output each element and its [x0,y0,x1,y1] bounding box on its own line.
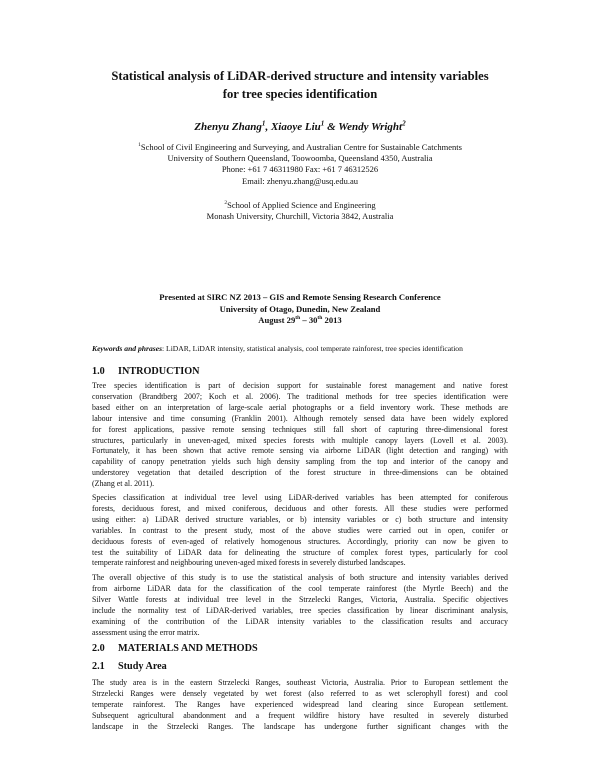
section-number: 1.0 [92,366,105,377]
text-line: from airborne LiDAR data for the classification of the cool temperate rainforest (the Myrtle Beech) and the [92,583,508,593]
affiliation-2 [60,200,540,222]
subsection-title: Study Area [118,661,167,672]
text-line: using either: a) LiDAR derived structure variables, or b) intensity variables or c) both structure and intensity [92,514,508,524]
paper-title [60,67,540,103]
text-line: deciduous forests of even-aged of relatively homogenous structures. Accordingly, priority can now be given to [92,536,508,546]
affiliation-1 [60,142,540,187]
text-line: Strzelecki Ranges were densely vegetated by wet forest (also referred to as wet sclerophyll forest) and cool [92,688,508,698]
text-line: structures, particularly in uneven-aged, mixed species forests with multiple canopy layers (Lovell et al. 2003). [92,435,508,445]
text-line: include the normality test of LiDAR-derived variables, tree species classification by linear discriminant analysis, [92,605,508,615]
affiliation-line: $^2$School of Applied Science and Engineering [224,200,376,210]
paragraph-intro-2 [92,493,508,569]
author-name: Xiaoye Liu [270,121,321,133]
text-line: examining of the contribution of the LiDAR intensity variables to the classification results and accuracy [92,616,508,626]
text-line: Species classification at individual tree level using LiDAR-derived variables has been attempted for coniferous [92,493,508,502]
subsection-heading-study-area [92,661,167,673]
keywords-label: Keywords and phrases [92,344,163,353]
affiliation-mark: 2 [224,200,228,207]
text-line: Silver Wattle forests at individual tree level in the Strzelecki Ranges, Victoria, Australia. Specific objectives [92,594,508,604]
text-line: (Zhang et al. 2011). [92,479,155,489]
title-line-1: Statistical analysis of LiDAR-derived structure and intensity variables [111,69,489,83]
text-line: assessment using the error matrix. [92,627,200,637]
text-line: test the suitability of LiDAR data for delineating the structure of complex forest types, particularly for cool [92,547,508,557]
paragraph-study-area [92,678,508,733]
author-name: Zhenyu Zhang [194,121,262,133]
section-heading-introduction [92,366,200,378]
subsection-number: 2.1 [92,661,105,672]
section-title: INTRODUCTION [118,366,200,377]
author-separator: , [265,121,271,133]
text-line: forests, deciduous forest, and mixed coniferous, deciduous and other forests. All these studies were performed [92,503,508,513]
affiliation-line: $^1$School of Civil Engineering and Surveying, and Australian Centre for Sustainable Catchments [138,142,462,152]
affiliation-mark: 1 [138,142,141,149]
text-line: labour intensive and time consuming (Franklin 2001). Although remotely sensed data have been widely explored [92,413,508,423]
author-affiliation-mark: 2 [402,119,406,128]
keywords-text: : LiDAR, LiDAR intensity, statistical analysis, cool temperate rainforest, tree species identification [162,344,463,353]
paragraph-intro-1 [92,381,508,490]
affiliation-contact-phone: Phone: +61 7 46311980 Fax: +61 7 46312526 [221,164,379,175]
affiliation-contact-email: Email: zhenyu.zhang@usq.edu.au [242,175,358,186]
text-line: variables. In contrast to the present study, most of the above studies were carried out in open, conifer or [92,525,508,535]
affiliation-line: University of Southern Queensland, Toowoomba, Queensland 4350, Australia [167,153,433,164]
text-line: conservation (Brandtberg 2007; Koch et al. 2006). The traditional methods for tree species identification were [92,391,508,401]
author-name: Wendy Wright [338,121,403,133]
affiliation-line: Monash University, Churchill, Victoria 3842, Australia [206,211,394,222]
text-line: understorey vegetation that detailed description of the forest structure in three-dimensions can be obtained [92,468,508,478]
author-separator: & [324,121,339,133]
conference-venue: University of Otago, Dunedin, New Zealand [219,303,381,314]
paragraph-intro-3 [92,573,508,638]
text-line: Tree species identification is part of decision support for sustainable forest management and native forest [92,381,508,390]
text-line: capability of canopy penetration yields such high density sampling from the top and interior of the canopy and [92,457,508,467]
section-number: 2.0 [92,643,105,654]
text-line: based either on an interpretation of large-scale aerial photographs or a field inventory work. These methods are [92,402,508,412]
conference-name: Presented at SIRC NZ 2013 – GIS and Remote Sensing Research Conference [159,292,441,302]
author-affiliation-mark: 1 [261,119,266,128]
keywords [92,344,463,354]
title-line-2: for tree species identification [222,87,378,101]
section-heading-materials-methods [92,643,258,655]
text-line: The study area is in the eastern Strzelecki Ranges, southeast Victoria, Australia. Prior to European settlement the [92,678,508,687]
section-title: MATERIALS AND METHODS [118,643,258,654]
text-line: Fortunately, it has been shown that active remote sensing via airborne LiDAR (light detection and ranging) with [92,446,508,456]
text-line: temperate rainforest and neighbouring uneven-aged mixed forests in severely disturbed landscapes. [92,558,406,568]
text-line: temperate rainforest. The Ranges have experienced widespread land clearing since European settlement. [92,699,508,709]
text-line: Subsequent agricultural abandonment and a frequent wildfire history have resulted in severely disturbed [92,710,508,720]
author-list [60,121,540,134]
author-affiliation-mark: 1 [320,119,325,128]
conference-info [60,292,540,327]
text-line: landscape in the Strzelecki Ranges. The landscape has undergone further significant changes with the [92,721,508,731]
text-line: for forest applications, passive remote sensing techniques still fall short of capturing three-dimensional forest [92,424,508,434]
text-line: The overall objective of this study is to use the statistical analysis of both structure and intensity variables derived [92,573,508,582]
conference-date: August 29th – 30th 2013 [258,315,342,325]
